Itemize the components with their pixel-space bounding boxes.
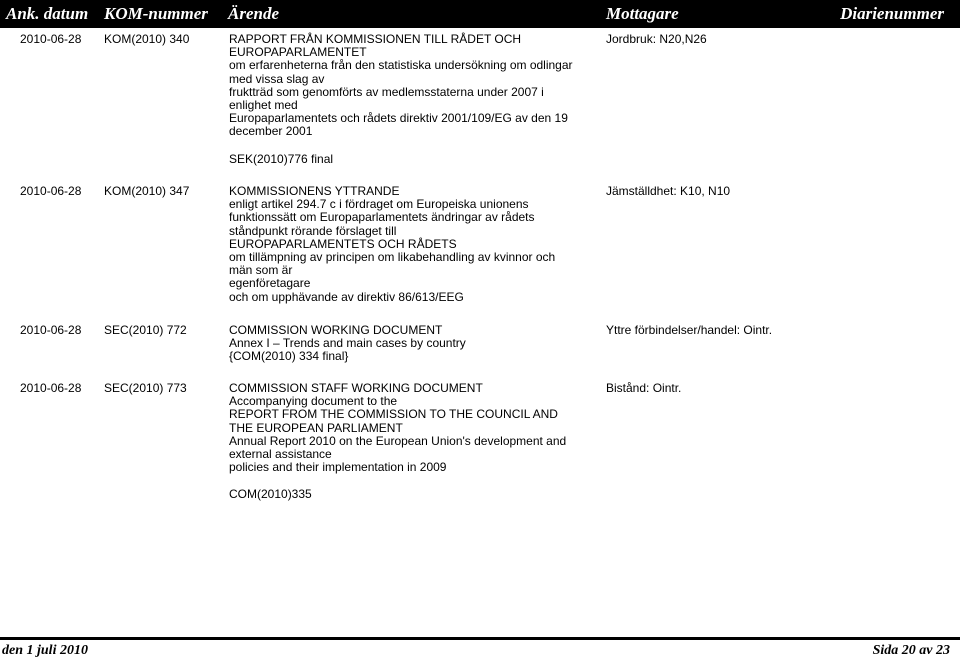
arende-line: enligt artikel 294.7 c i fördraget om Europeiska unionens [229,197,529,212]
row-kom-number: KOM(2010) 340 [104,32,190,46]
row-kom-number: SEC(2010) 773 [104,381,187,395]
row-mottagare: Yttre förbindelser/handel: Ointr. [606,323,773,337]
arende-line: COMMISSION STAFF WORKING DOCUMENT [229,381,483,395]
arende-line: december 2001 [229,124,313,139]
arende-line: och om upphävande av direktiv 86/613/EEG [229,289,464,304]
arende-line: RAPPORT FRÅN KOMMISSIONEN TILL RÅDET OCH [229,32,522,46]
arende-line: EUROPAPARLAMENTET [229,45,367,60]
column-header-diarienummer: Diarienummer [840,4,944,23]
arende-line: Annex I – Trends and main cases by country [229,336,466,351]
row-mottagare: Bistånd: Ointr. [606,381,682,395]
arende-line: external assistance [229,447,332,462]
arende-line: Europaparlamentets och rådets direktiv 2001/109/EG av den 19 [229,111,568,126]
arende-gap [229,474,599,488]
row-date: 2010-06-28 [20,32,82,46]
footer-page-number: Sida 20 av 23 [872,643,950,658]
arende-reference: SEK(2010)776 final [229,151,334,166]
arende-line: enlighet med [229,98,298,113]
arende-line: funktionssätt om Europaparlamentets ändringar av rådets [229,210,535,225]
arende-line: EUROPAPARLAMENTETS OCH RÅDETS [229,236,457,251]
arende-gap [229,139,599,153]
arende-line: egenföretagare [229,276,311,291]
arende-reference: COM(2010)335 [229,487,312,502]
column-header-kom-nummer: KOM-nummer [104,4,208,23]
row-mottagare: Jordbruk: N20,N26 [606,32,707,46]
arende-line: policies and their implementation in 2009 [229,460,447,475]
arende-line: Accompanying document to the [229,394,398,409]
footer-rule [0,637,960,640]
arende-line: med vissa slag av [229,71,325,86]
column-header-arende: Ärende [228,4,279,23]
arende-line: Annual Report 2010 on the European Union's development and [229,433,567,448]
row-arende [229,33,599,166]
row-mottagare: Jämställdhet: K10, N10 [606,184,731,198]
row-arende [229,382,599,502]
arende-line: om tillämpning av principen om likabehandling av kvinnor och [229,250,556,265]
row-date: 2010-06-28 [20,184,82,198]
table-header [0,0,960,28]
arende-line: REPORT FROM THE COMMISSION TO THE COUNCIL AND [229,407,558,422]
row-kom-number: KOM(2010) 347 [104,184,190,198]
column-header-mottagare: Mottagare [606,4,679,23]
arende-line: COMMISSION WORKING DOCUMENT [229,323,443,337]
arende-line: om erfarenheterna från den statistiska undersökning om odlingar [229,58,573,73]
row-date: 2010-06-28 [20,323,82,337]
row-arende [229,185,599,304]
arende-line: män som är [229,263,293,278]
row-arende [229,324,599,364]
column-header-ank-datum: Ank. datum [6,4,89,23]
arende-line: KOMMISSIONENS YTTRANDE [229,184,400,198]
row-kom-number: SEC(2010) 772 [104,323,187,337]
arende-line: ståndpunkt rörande förslaget till [229,223,397,238]
arende-line: {COM(2010) 334 final} [229,349,349,364]
row-date: 2010-06-28 [20,381,82,395]
footer-date: den 1 juli 2010 [2,643,88,658]
arende-line: fruktträd som genomförts av medlemsstaterna under 2007 i [229,84,544,99]
arende-line: THE EUROPEAN PARLIAMENT [229,420,403,435]
